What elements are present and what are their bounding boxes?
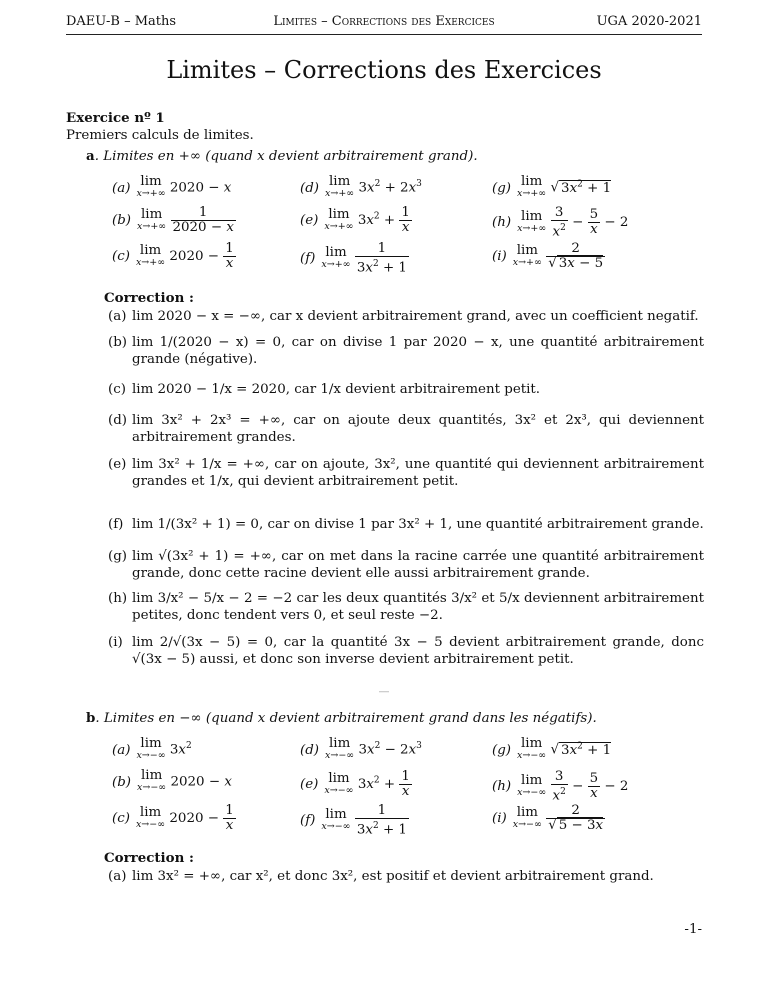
correction-a-c: (c) lim 2020 − 1/x = 2020, car 1/x devient arbitrairement petit. (108, 382, 541, 397)
part-b-text: Limites en −∞ (quand x devient arbitrairement grand dans les négatifs). (103, 711, 597, 726)
ex-b-i: (i) lim x→−∞ $\frac{2}{√ 5 - 3x}$ (492, 803, 604, 833)
ex-a-g: (g) lim x→+∞ √ $3x^2 + 1$ (492, 174, 612, 199)
correction-label-a: Correction : (104, 290, 194, 306)
ex-a-b: (b) lim x→+∞ $\frac{1}{2020 - x}$ (112, 205, 234, 235)
ex-a-e: (e) lim x→+∞ $3x^2$ + $\frac{1}{x}$ (300, 205, 410, 235)
correction-b-a: (a) lim 3x² = +∞, car x², et donc 3x², est positif et devient arbitrairement grand. (108, 869, 654, 884)
ex-a-f: (f) lim x→+∞ $\frac{1}{3x^2 + 1}$ (300, 241, 407, 276)
ex-a-h: (h) lim x→+∞ $\frac{3}{x^2}$ − $\frac{5}{x}$ − 2 (492, 205, 629, 240)
page-title: Limites – Corrections des Exercices (166, 56, 602, 84)
header-center: Limites – Corrections des Exercices (273, 14, 495, 29)
section-separator: — (378, 685, 390, 698)
part-a-text: Limites en +∞ (quand x devient arbitrairement grand). (103, 149, 478, 164)
ex-a-d: (d) lim x→+∞ $3x^2 + 2x^3$ (300, 174, 422, 199)
ex-a-i: (i) lim x→+∞ $\frac{2}{√ 3x - 5}$ (492, 241, 604, 271)
ex-b-g: (g) lim x→−∞ √ $3x^2 + 1$ (492, 736, 612, 761)
correction-a-a: (a) lim 2020 − x = −∞, car x devient arbitrairement grand, avec un coefficient negatif. (108, 309, 699, 324)
header-left: DAEU-B – Maths (66, 14, 177, 29)
ex-a-a: (a) lim x→+∞ 2020 − x (112, 174, 232, 199)
ex-b-c: (c) lim x→−∞ 2020 − $\frac{1}{x}$ (112, 803, 234, 833)
ex-b-h: (h) lim x→−∞ $\frac{3}{x^2}$ − $\frac{5}{x}$ − 2 (492, 769, 629, 804)
correction-a-e: (e) lim 3x² + 1/x = +∞, car on ajoute, 3x², une quantité qui deviennent arbitrairement grandes et 1/x, qui devient arbitrairement petit. (108, 457, 704, 489)
ex-a-c: (c) lim x→+∞ 2020 − $\frac{1}{x}$ (112, 241, 234, 271)
correction-a-i: (i) lim 2/√(3x − 5) = 0, car la quantité 3x − 5 devient arbitrairement grande, donc √(3x − 5) aussi, et donc son inverse devient arbitrairement petit. (108, 635, 704, 667)
correction-a-g: (g) lim √(3x² + 1) = +∞, car on met dans la racine carrée une quantité arbitrairement grande, donc cette racine devient elle aussi arbitrairement grande. (108, 549, 704, 581)
ex-b-b: (b) lim x→−∞ 2020 − x (112, 768, 232, 793)
part-b-heading: b. Limites en −∞ (quand x devient arbitrairement grand dans les négatifs). (86, 710, 597, 726)
correction-a-f: (f) lim 1/(3x² + 1) = 0, car on divise 1 par 3x² + 1, une quantité arbitrairement grande. (108, 517, 704, 532)
header-rule (66, 34, 702, 35)
part-a-heading: a. Limites en +∞ (quand x devient arbitrairement grand). (86, 148, 478, 164)
correction-label-b: Correction : (104, 850, 194, 866)
ex-b-f: (f) lim x→−∞ $\frac{1}{3x^2 + 1}$ (300, 803, 407, 838)
part-b-exercises (112, 738, 672, 846)
header-right: UGA 2020-2021 (596, 14, 702, 29)
running-header (66, 14, 702, 32)
correction-a-d: (d) lim 3x² + 2x³ = +∞, car on ajoute deux quantités, 3x² et 2x³, qui deviennent arbitrairement grandes. (108, 413, 704, 445)
ex-b-e: (e) lim x→−∞ $3x^2$ + $\frac{1}{x}$ (300, 769, 410, 799)
page-number: -1- (684, 922, 702, 937)
ex-b-a: (a) lim x→−∞ $3x^2$ (112, 736, 192, 761)
ex-b-d: (d) lim x→−∞ $3x^2 - 2x^3$ (300, 736, 422, 761)
exercise-subtitle: Premiers calculs de limites. (66, 128, 254, 143)
correction-a-b: (b) lim 1/(2020 − x) = 0, car on divise 1 par 2020 − x, une quantité arbitrairement grande (négative). (108, 335, 704, 367)
exercise-title: Exercice nº 1 (66, 110, 165, 126)
correction-a-h: (h) lim 3/x² − 5/x − 2 = −2 car les deux quantités 3/x² et 5/x deviennent arbitrairement petites, donc tendent vers 0, et seul reste −2. (108, 591, 704, 623)
part-a-exercises (112, 176, 672, 284)
